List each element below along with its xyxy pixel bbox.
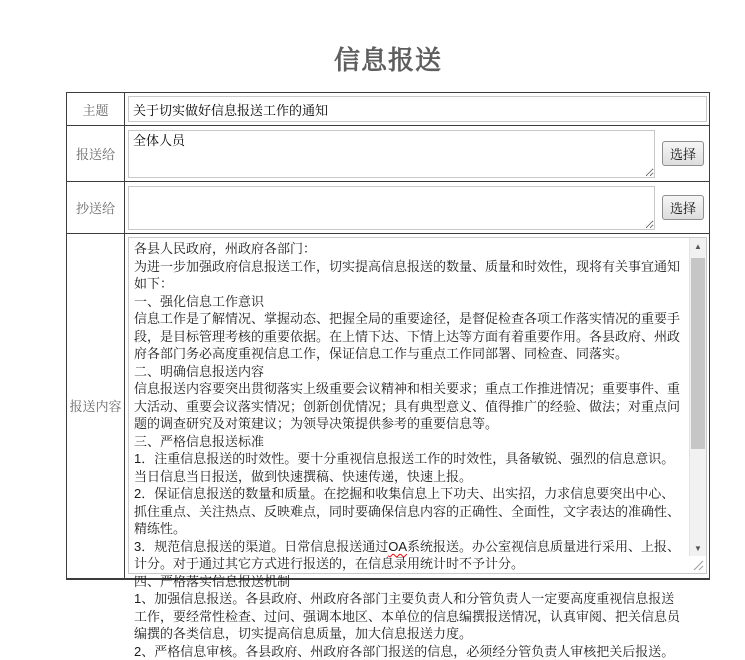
content-paragraph: 信息报送内容要突出贯彻落实上级重要会议精神和相关要求；重点工作推进情况；重要事件、重大活动、重要会议落实情况；创新创优情况；具有典型意义、值得推广的经验、做法；对重点问题的调查研究及对策建议；为领导决策提供参考的重要信息等。 [134,381,681,432]
content-paragraph: 2．保证信息报送的数量和质量。在挖掘和收集信息上下功夫、出实招，力求信息要突出中心、抓住重点、关注热点、反映难点，同时要确保信息内容的正确性、全面性，文字表达的准确性、精练性。 [134,486,681,537]
report-to-label: 报送给 [67,126,125,182]
resize-handle-icon[interactable] [689,556,706,573]
report-to-select-button[interactable]: 选择 [662,141,704,166]
content-paragraph: 为进一步加强政府信息报送工作，切实提高信息报送的数量、质量和时效性，现将有关事宜通知如下： [134,258,681,292]
report-to-row [67,126,710,182]
content-label: 报送内容 [67,234,125,579]
content-paragraph: 一、强化信息工作意识 [134,293,265,309]
report-to-textarea[interactable] [128,130,655,178]
report-form-table [66,92,710,659]
content-scrollbar[interactable] [689,238,706,556]
cc-to-textarea[interactable] [128,186,655,230]
scroll-down-icon[interactable]: ▼ [690,540,706,556]
content-paragraph: 三、严格信息报送标准 [134,433,265,449]
content-paragraph: 2、严格信息审核。各县政府、州政府各部门报送的信息，必须经分管负责人审核把关后报送。 [134,643,675,659]
scrollbar-thumb[interactable] [691,258,705,449]
subject-input[interactable] [128,96,707,122]
content-paragraph: 二、明确信息报送内容 [134,363,265,379]
content-paragraph: 1、加强信息报送。各县政府、州政府各部门主要负责人和分管负责人一定要高度重视信息报送工作，要经常性检查、过问、强调本地区、本单位的信息编撰报送情况，认真审阅、把关信息员编撰的各类信息，切实提高信息质量，加大信息报送力度。 [134,591,681,642]
page-title: 信息报送 [333,45,442,75]
content-text [129,238,689,659]
subject-row [67,93,710,126]
cc-to-select-button[interactable]: 选择 [662,195,704,220]
content-textarea[interactable] [128,237,707,659]
cc-to-label: 抄送给 [67,182,125,234]
content-paragraph: 信息工作是了解情况、掌握动态、把握全局的重要途径，是督促检查各项工作落实情况的重要手段，是目标管理考核的重要依据。在上情下达、下情上达等方面有着重要作用。各县政府、州政府各部门务必高度重视信息工作，保证信息工作与重点工作同部署、同检查、同落实。 [134,311,681,362]
misspelled-word: OA [388,538,408,554]
content-paragraph: 各县人民政府，州政府各部门： [134,241,317,257]
subject-label: 主题 [67,93,125,126]
content-row [67,234,710,579]
content-paragraph: 3．规范信息报送的渠道。日常信息报送通过OA系统报送。办公室视信息质量进行采用、上报、计分。对于通过其它方式进行报送的，在信息录用统计时不予计分。 [134,538,681,572]
content-paragraph: 四、严格落实信息报送机制 [134,573,291,589]
scroll-up-icon[interactable]: ▲ [690,238,706,254]
page-container [66,0,710,659]
content-paragraph: 1．注重信息报送的时效性。要十分重视信息报送工作的时效性，具备敏锐、强烈的信息意识。当日信息当日报送，做到快速撰稿、快速传递，快速上报。 [134,451,675,484]
cc-to-row [67,182,710,234]
